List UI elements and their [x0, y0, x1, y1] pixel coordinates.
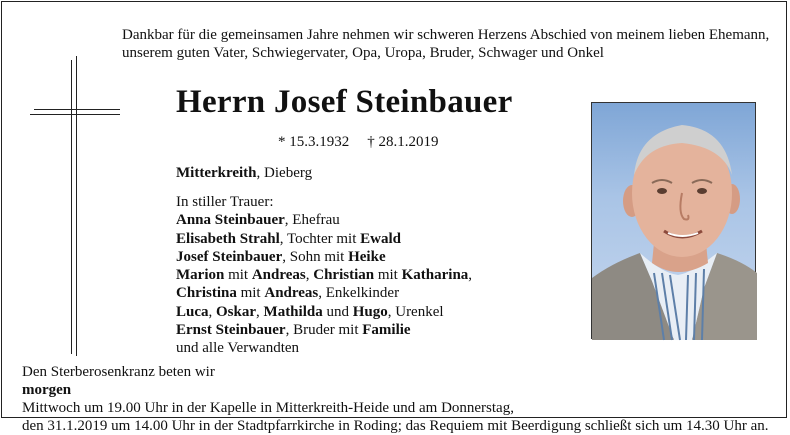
mourner-line: [176, 230, 472, 248]
intro-text: [122, 26, 782, 62]
mourner-relation: mit: [236, 285, 265, 302]
funeral-details: [22, 363, 782, 435]
mourner-name: Anna Steinbauer: [176, 212, 285, 229]
residence-town: Mitterkreith: [176, 165, 257, 181]
mourner-name: Heike: [348, 248, 386, 265]
mourner-relation: ,: [305, 267, 314, 284]
mourner-name: Josef Steinbauer: [176, 248, 283, 265]
mourner-name: Ernst Steinbauer: [176, 322, 286, 339]
mourner-line: [176, 211, 472, 229]
mourner-name: Christian: [313, 267, 375, 284]
mourner-relation: ,: [208, 303, 217, 320]
mourner-relation: , Bruder mit: [285, 322, 363, 339]
mourner-line: [176, 266, 472, 284]
mourner-name: Andreas: [264, 285, 319, 302]
mourner-relation: ,: [256, 303, 264, 320]
birth-date: * 15.3.1932: [278, 134, 350, 150]
funeral-text: Den Sterberosenkranz beten wir: [22, 364, 215, 380]
mourner-name: Elisabeth Strahl: [176, 230, 280, 247]
mourner-name: Christina: [176, 285, 237, 302]
mourner-name: Oskar: [216, 303, 257, 320]
mourner-name: Andreas: [251, 267, 306, 284]
deceased-name: Herrn Josef Steinbauer: [176, 84, 513, 120]
cross-icon: [30, 56, 140, 356]
mourner-relation: , Enkelkinder: [318, 285, 400, 302]
mourner-relation: , Urenkel: [387, 303, 444, 320]
mourner-relation: , Sohn mit: [282, 248, 349, 265]
mourner-relation: und: [322, 303, 353, 320]
mourner-relation: mit: [374, 267, 402, 284]
mourner-name: Luca: [176, 303, 209, 320]
mourner-relation: ,: [468, 267, 473, 284]
obituary-notice: [1, 1, 787, 434]
life-dates: [278, 133, 439, 151]
mourner-name: Marion: [176, 267, 225, 284]
mourner-name: Mathilda: [263, 303, 323, 320]
funeral-day: morgen: [22, 382, 72, 398]
intro-line: unserem guten Vater, Schwiegervater, Opa, Uropa, Bruder, Schwager und Onkel: [122, 45, 604, 61]
funeral-line: [22, 363, 782, 417]
funeral-text: Mittwoch um 19.00 Uhr in der Kapelle in Mitterkreith-Heide und am Donnerstag,: [22, 400, 514, 416]
intro-line: Dankbar für die gemeinsamen Jahre nehmen wir schweren Herzens Abschied von meinem lieben Ehemann,: [122, 27, 770, 43]
mourner-line: [176, 303, 472, 321]
funeral-line: den 31.1.2019 um 14.00 Uhr in der Stadtpfarrkirche in Roding; das Requiem mit Beerdigung schließt sich um 14.30 Uhr an.: [22, 418, 769, 434]
mourner-relation: , Ehefrau: [284, 212, 340, 229]
mourner-line: [176, 339, 472, 357]
mourner-name: Hugo: [352, 303, 388, 320]
mourner-line: [176, 248, 472, 266]
mourner-name: Katharina: [401, 267, 469, 284]
mourner-name: Familie: [362, 322, 411, 339]
residence-district: , Dieberg: [256, 165, 313, 181]
portrait-photo: [591, 102, 756, 339]
mourner-relation: mit: [224, 267, 252, 284]
mourners-heading: In stiller Trauer:: [176, 194, 274, 210]
mourner-relation: , Tochter mit: [279, 230, 361, 247]
mourner-line: [176, 321, 472, 339]
mourner-relation: und alle Verwandten: [176, 340, 300, 357]
mourners-list: [176, 193, 472, 358]
mourner-line: [176, 284, 472, 302]
mourner-name: Ewald: [360, 230, 401, 247]
residence: [176, 164, 312, 182]
death-date: † 28.1.2019: [367, 134, 439, 150]
